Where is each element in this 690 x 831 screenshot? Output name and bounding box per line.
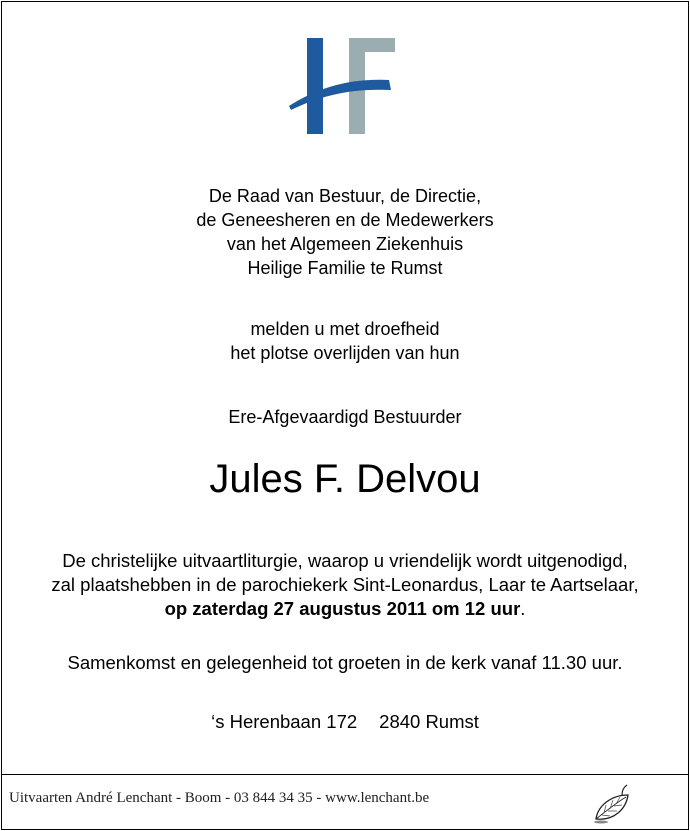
service-line: De christelijke uitvaartliturgie, waarop u vriendelijk wordt uitgenodigd,	[62, 550, 628, 571]
service-line: zal plaatshebben in de parochiekerk Sint-Leonardus, Laar te Aartselaar,	[51, 574, 639, 595]
funeral-home-footer: Uitvaarten André Lenchant - Boom - 03 844 34 35 - www.lenchant.be	[9, 790, 430, 806]
address	[0, 710, 690, 734]
address-street: ‘s Herenbaan 172	[211, 711, 358, 732]
footer-divider	[1, 774, 689, 775]
deceased-name: Jules F. Delvou	[209, 457, 481, 501]
message-line: melden u met droefheid	[250, 319, 440, 339]
message-line: het plotse overlijden van hun	[230, 343, 460, 363]
intro-line: Heilige Familie te Rumst	[247, 258, 443, 278]
hf-logo-icon	[287, 36, 403, 136]
intro-line: de Geneesheren en de Medewerkers	[196, 210, 494, 230]
gathering-info: Samenkomst en gelegenheid tot groeten in de kerk vanaf 11.30 uur.	[67, 652, 623, 673]
service-date-line	[0, 597, 690, 621]
message-text	[0, 317, 690, 365]
service-date: op zaterdag 27 augustus 2011 om 12 uur	[164, 598, 521, 619]
service-date-suffix: .	[520, 598, 526, 619]
service-info	[0, 549, 690, 621]
intro-line: van het Algemeen Ziekenhuis	[226, 234, 464, 254]
leaf-icon	[592, 783, 636, 825]
role-title: Ere-Afgevaardigd Bestuurder	[228, 407, 462, 427]
address-city: 2840 Rumst	[379, 711, 479, 732]
intro-line: De Raad van Bestuur, de Directie,	[208, 186, 482, 206]
intro-text	[0, 184, 690, 280]
